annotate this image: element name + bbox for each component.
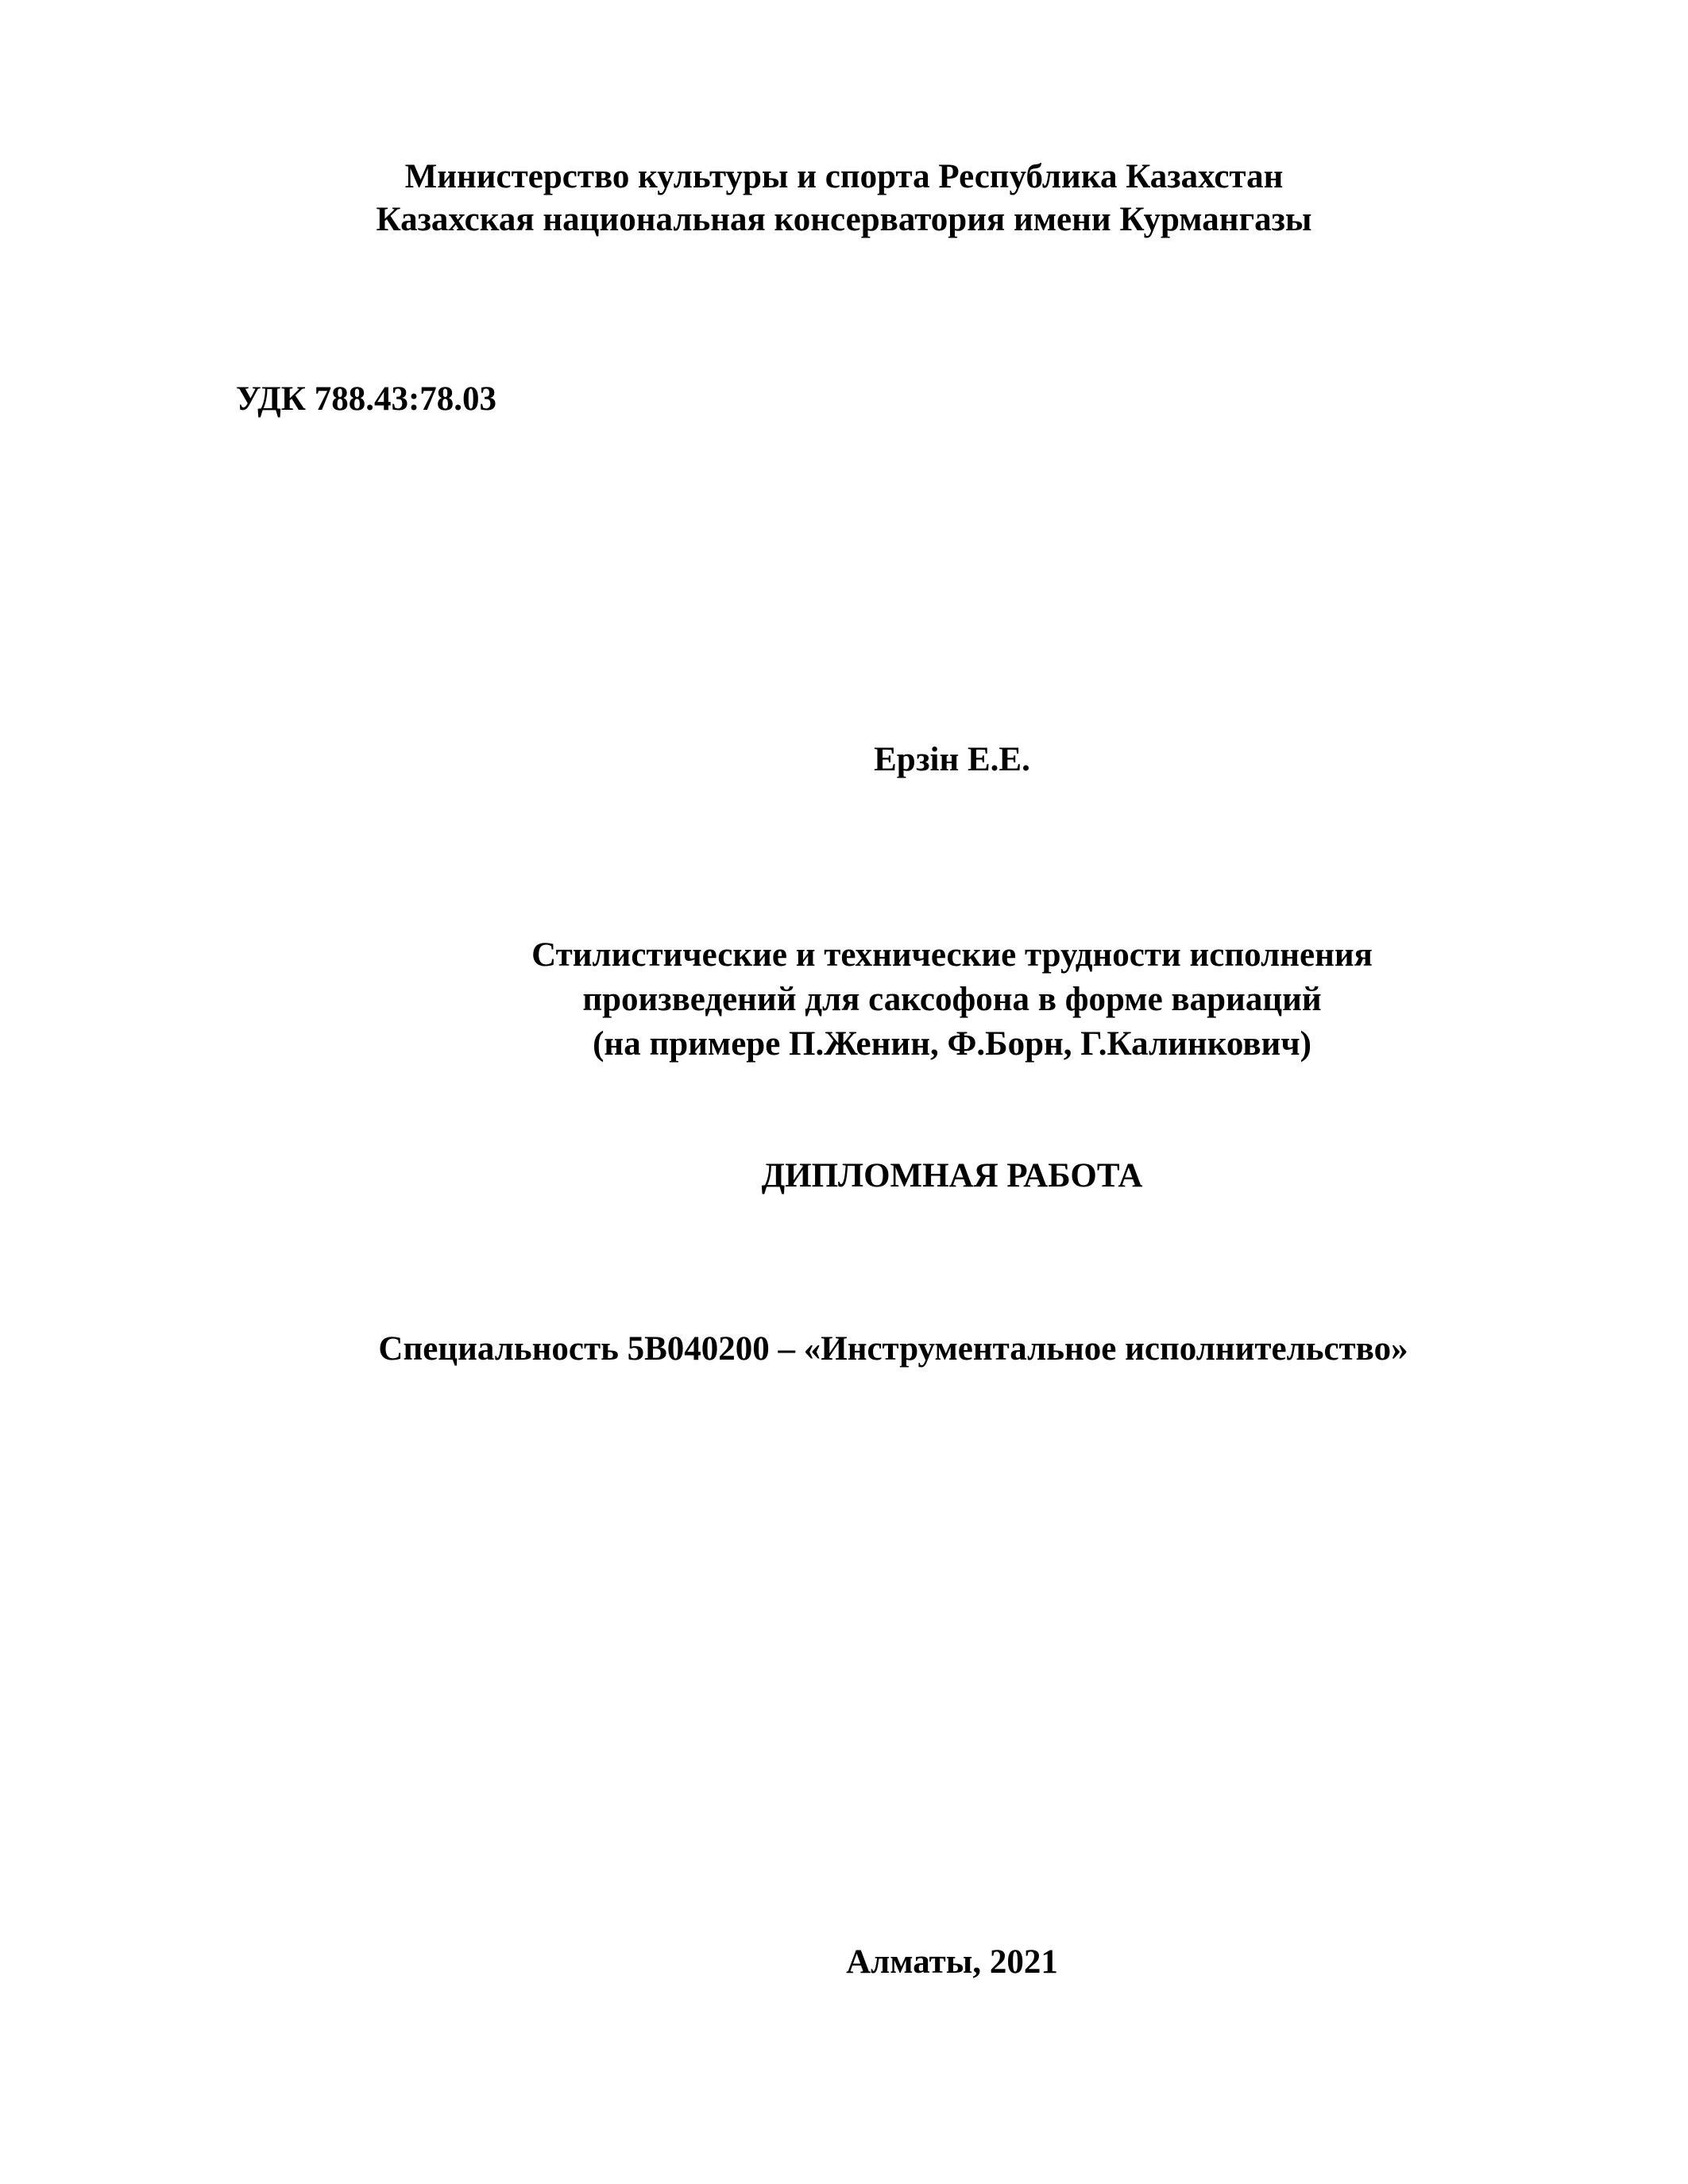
place-and-year: Алматы, 2021 <box>846 1943 1058 1981</box>
ministry-name: Министерство культуры и спорта Республика Казахстан <box>404 158 1284 195</box>
specialty: Специальность 5В040200 – «Инструментальное исполнительство» <box>378 1330 1408 1368</box>
conservatory-name: Казахская национальная консерватория имени Курмангазы <box>376 201 1312 238</box>
author-name: Ерзін Е.Е. <box>874 741 1030 778</box>
udk-code: УДК 788.43:78.03 <box>236 380 497 418</box>
thesis-title-line-3: (на примере П.Женин, Ф.Борн, Г.Калинкович) <box>593 1025 1311 1063</box>
document-type: ДИПЛОМНАЯ РАБОТА <box>761 1157 1143 1194</box>
thesis-title-line-1: Стилистические и технические трудности исполнения <box>531 936 1373 974</box>
thesis-title-line-2: произведений для саксофона в форме вариаций <box>582 981 1322 1018</box>
